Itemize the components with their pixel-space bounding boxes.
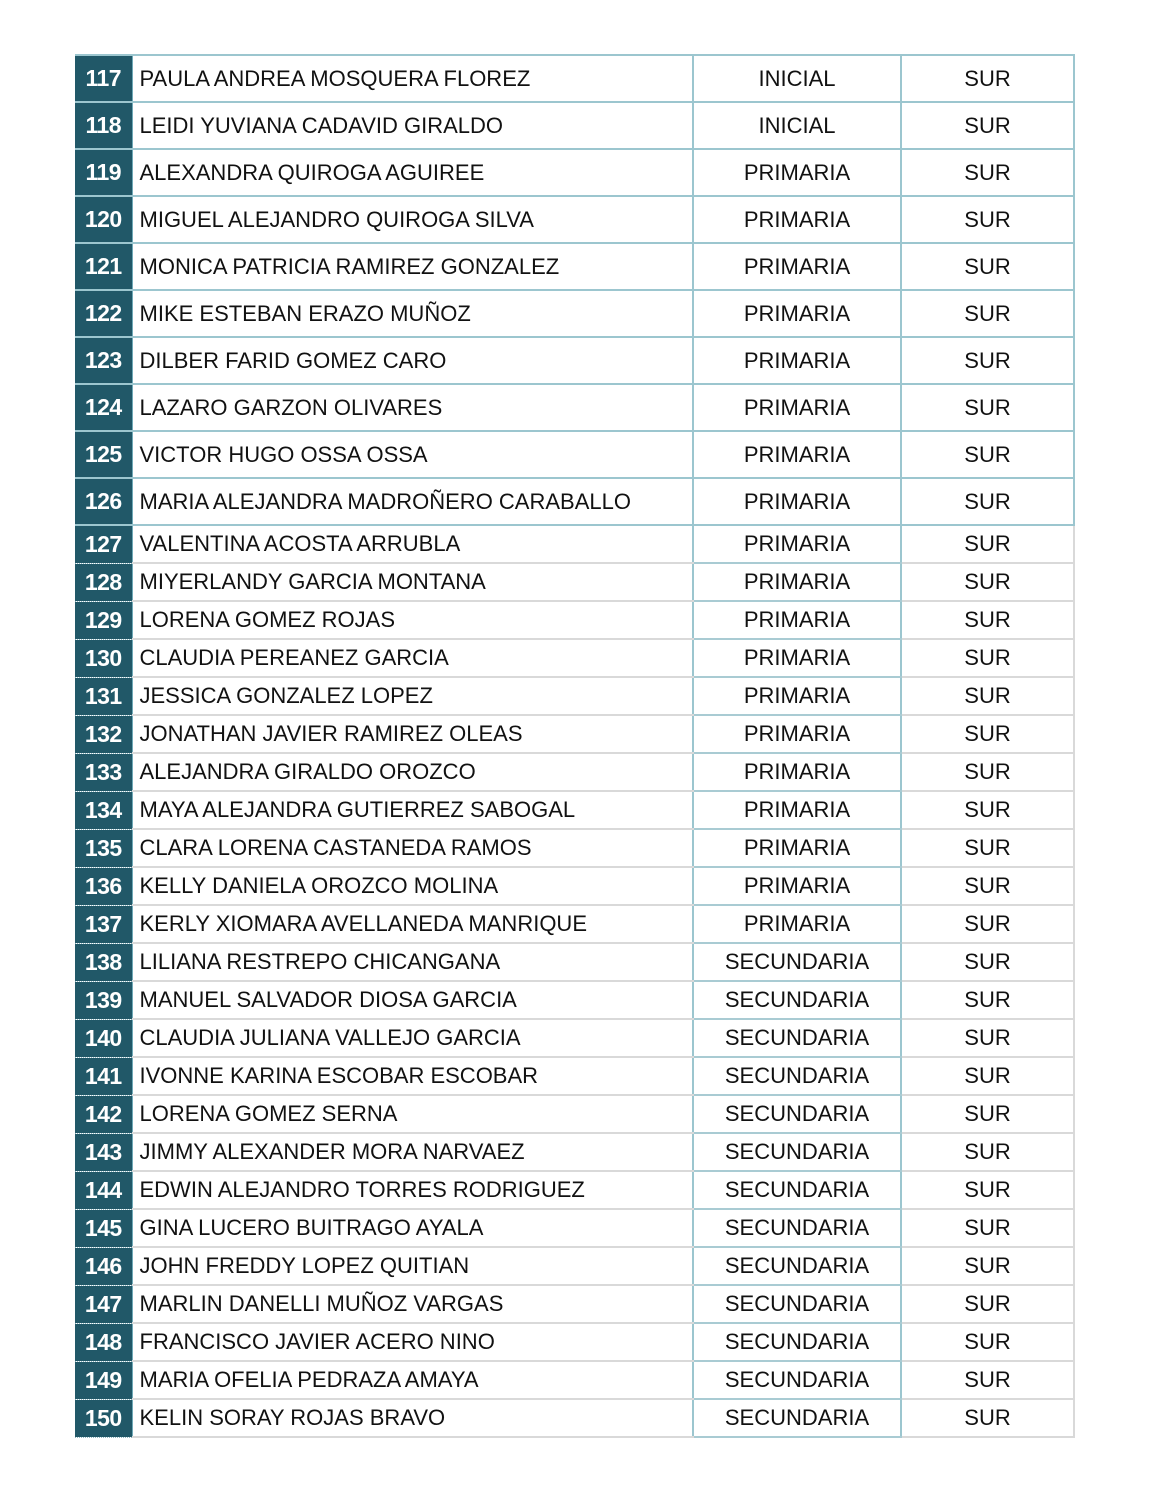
education-level: PRIMARIA <box>693 563 901 601</box>
education-level: SECUNDARIA <box>693 1323 901 1361</box>
table-row <box>75 1285 1074 1323</box>
education-level: INICIAL <box>693 55 901 102</box>
zone: SUR <box>901 1323 1074 1361</box>
row-number: 143 <box>75 1133 132 1171</box>
education-level: SECUNDARIA <box>693 1247 901 1285</box>
row-number: 140 <box>75 1019 132 1057</box>
row-number: 136 <box>75 867 132 905</box>
education-level: PRIMARIA <box>693 791 901 829</box>
zone: SUR <box>901 1171 1074 1209</box>
zone: SUR <box>901 1209 1074 1247</box>
zone: SUR <box>901 943 1074 981</box>
zone: SUR <box>901 753 1074 791</box>
zone: SUR <box>901 149 1074 196</box>
row-number: 132 <box>75 715 132 753</box>
row-number: 149 <box>75 1361 132 1399</box>
table-row <box>75 677 1074 715</box>
person-name: JONATHAN JAVIER RAMIREZ OLEAS <box>132 715 693 753</box>
table-row <box>75 829 1074 867</box>
zone: SUR <box>901 677 1074 715</box>
roster-table <box>75 54 1075 1438</box>
row-number: 131 <box>75 677 132 715</box>
table-row <box>75 55 1074 102</box>
row-number: 147 <box>75 1285 132 1323</box>
zone: SUR <box>901 563 1074 601</box>
education-level: SECUNDARIA <box>693 1171 901 1209</box>
education-level: SECUNDARIA <box>693 1095 901 1133</box>
row-number: 141 <box>75 1057 132 1095</box>
zone: SUR <box>901 829 1074 867</box>
table-row <box>75 1323 1074 1361</box>
education-level: PRIMARIA <box>693 196 901 243</box>
person-name: LAZARO GARZON OLIVARES <box>132 384 693 431</box>
table-row <box>75 1247 1074 1285</box>
education-level: SECUNDARIA <box>693 1133 901 1171</box>
table-row <box>75 243 1074 290</box>
row-number: 123 <box>75 337 132 384</box>
person-name: LEIDI YUVIANA CADAVID GIRALDO <box>132 102 693 149</box>
person-name: DILBER FARID GOMEZ CARO <box>132 337 693 384</box>
row-number: 144 <box>75 1171 132 1209</box>
row-number: 134 <box>75 791 132 829</box>
row-number: 138 <box>75 943 132 981</box>
row-number: 124 <box>75 384 132 431</box>
table-row <box>75 753 1074 791</box>
person-name: MARIA ALEJANDRA MADROÑERO CARABALLO <box>132 478 693 525</box>
roster-table-body <box>75 55 1074 1437</box>
table-row <box>75 196 1074 243</box>
row-number: 133 <box>75 753 132 791</box>
row-number: 142 <box>75 1095 132 1133</box>
zone: SUR <box>901 1399 1074 1437</box>
zone: SUR <box>901 1095 1074 1133</box>
person-name: IVONNE KARINA ESCOBAR ESCOBAR <box>132 1057 693 1095</box>
zone: SUR <box>901 525 1074 563</box>
table-row <box>75 601 1074 639</box>
person-name: FRANCISCO JAVIER ACERO NINO <box>132 1323 693 1361</box>
zone: SUR <box>901 791 1074 829</box>
row-number: 128 <box>75 563 132 601</box>
table-row <box>75 1095 1074 1133</box>
person-name: MARLIN DANELLI MUÑOZ VARGAS <box>132 1285 693 1323</box>
row-number: 148 <box>75 1323 132 1361</box>
person-name: ALEJANDRA GIRALDO OROZCO <box>132 753 693 791</box>
person-name: EDWIN ALEJANDRO TORRES RODRIGUEZ <box>132 1171 693 1209</box>
education-level: SECUNDARIA <box>693 1361 901 1399</box>
table-row <box>75 478 1074 525</box>
person-name: MANUEL SALVADOR DIOSA GARCIA <box>132 981 693 1019</box>
person-name: CLAUDIA PEREANEZ GARCIA <box>132 639 693 677</box>
zone: SUR <box>901 639 1074 677</box>
table-row <box>75 1057 1074 1095</box>
table-row <box>75 943 1074 981</box>
table-row <box>75 715 1074 753</box>
table-row <box>75 867 1074 905</box>
zone: SUR <box>901 1247 1074 1285</box>
education-level: PRIMARIA <box>693 715 901 753</box>
table-row <box>75 431 1074 478</box>
table-row <box>75 1019 1074 1057</box>
table-row <box>75 981 1074 1019</box>
zone: SUR <box>901 1133 1074 1171</box>
row-number: 126 <box>75 478 132 525</box>
education-level: SECUNDARIA <box>693 1019 901 1057</box>
row-number: 119 <box>75 149 132 196</box>
row-number: 130 <box>75 639 132 677</box>
person-name: MIYERLANDY GARCIA MONTANA <box>132 563 693 601</box>
education-level: PRIMARIA <box>693 525 901 563</box>
row-number: 137 <box>75 905 132 943</box>
table-row <box>75 905 1074 943</box>
education-level: SECUNDARIA <box>693 981 901 1019</box>
person-name: VICTOR HUGO OSSA OSSA <box>132 431 693 478</box>
row-number: 135 <box>75 829 132 867</box>
person-name: MIGUEL ALEJANDRO QUIROGA SILVA <box>132 196 693 243</box>
education-level: SECUNDARIA <box>693 1209 901 1247</box>
zone: SUR <box>901 337 1074 384</box>
zone: SUR <box>901 196 1074 243</box>
education-level: PRIMARIA <box>693 337 901 384</box>
person-name: KELIN SORAY ROJAS BRAVO <box>132 1399 693 1437</box>
education-level: PRIMARIA <box>693 905 901 943</box>
education-level: PRIMARIA <box>693 677 901 715</box>
person-name: JIMMY ALEXANDER MORA NARVAEZ <box>132 1133 693 1171</box>
table-row <box>75 384 1074 431</box>
education-level: PRIMARIA <box>693 639 901 677</box>
education-level: PRIMARIA <box>693 753 901 791</box>
roster-sheet <box>75 54 1074 1438</box>
row-number: 129 <box>75 601 132 639</box>
zone: SUR <box>901 55 1074 102</box>
education-level: PRIMARIA <box>693 601 901 639</box>
table-row <box>75 1171 1074 1209</box>
person-name: MAYA ALEJANDRA GUTIERREZ SABOGAL <box>132 791 693 829</box>
zone: SUR <box>901 715 1074 753</box>
zone: SUR <box>901 981 1074 1019</box>
zone: SUR <box>901 1361 1074 1399</box>
row-number: 122 <box>75 290 132 337</box>
row-number: 127 <box>75 525 132 563</box>
education-level: SECUNDARIA <box>693 943 901 981</box>
person-name: LILIANA RESTREPO CHICANGANA <box>132 943 693 981</box>
row-number: 121 <box>75 243 132 290</box>
zone: SUR <box>901 1057 1074 1095</box>
education-level: PRIMARIA <box>693 384 901 431</box>
table-row <box>75 1399 1074 1437</box>
table-row <box>75 525 1074 563</box>
person-name: LORENA GOMEZ ROJAS <box>132 601 693 639</box>
education-level: PRIMARIA <box>693 829 901 867</box>
education-level: PRIMARIA <box>693 149 901 196</box>
zone: SUR <box>901 243 1074 290</box>
row-number: 125 <box>75 431 132 478</box>
person-name: CLAUDIA JULIANA VALLEJO GARCIA <box>132 1019 693 1057</box>
person-name: KELLY DANIELA OROZCO MOLINA <box>132 867 693 905</box>
table-row <box>75 1133 1074 1171</box>
row-number: 150 <box>75 1399 132 1437</box>
education-level: SECUNDARIA <box>693 1057 901 1095</box>
education-level: PRIMARIA <box>693 431 901 478</box>
table-row <box>75 337 1074 384</box>
zone: SUR <box>901 384 1074 431</box>
zone: SUR <box>901 905 1074 943</box>
person-name: JESSICA GONZALEZ LOPEZ <box>132 677 693 715</box>
table-row <box>75 290 1074 337</box>
table-row <box>75 102 1074 149</box>
row-number: 118 <box>75 102 132 149</box>
zone: SUR <box>901 290 1074 337</box>
person-name: LORENA GOMEZ SERNA <box>132 1095 693 1133</box>
person-name: VALENTINA ACOSTA ARRUBLA <box>132 525 693 563</box>
zone: SUR <box>901 601 1074 639</box>
education-level: PRIMARIA <box>693 867 901 905</box>
table-row <box>75 563 1074 601</box>
zone: SUR <box>901 478 1074 525</box>
person-name: MONICA PATRICIA RAMIREZ GONZALEZ <box>132 243 693 290</box>
zone: SUR <box>901 1019 1074 1057</box>
person-name: MIKE ESTEBAN ERAZO MUÑOZ <box>132 290 693 337</box>
person-name: MARIA OFELIA PEDRAZA AMAYA <box>132 1361 693 1399</box>
person-name: JOHN FREDDY LOPEZ QUITIAN <box>132 1247 693 1285</box>
education-level: PRIMARIA <box>693 243 901 290</box>
education-level: INICIAL <box>693 102 901 149</box>
table-row <box>75 639 1074 677</box>
row-number: 120 <box>75 196 132 243</box>
row-number: 139 <box>75 981 132 1019</box>
education-level: SECUNDARIA <box>693 1285 901 1323</box>
education-level: PRIMARIA <box>693 290 901 337</box>
zone: SUR <box>901 867 1074 905</box>
person-name: CLARA LORENA CASTANEDA RAMOS <box>132 829 693 867</box>
row-number: 117 <box>75 55 132 102</box>
zone: SUR <box>901 1285 1074 1323</box>
table-row <box>75 1361 1074 1399</box>
person-name: GINA LUCERO BUITRAGO AYALA <box>132 1209 693 1247</box>
zone: SUR <box>901 102 1074 149</box>
education-level: PRIMARIA <box>693 478 901 525</box>
table-row <box>75 1209 1074 1247</box>
zone: SUR <box>901 431 1074 478</box>
row-number: 145 <box>75 1209 132 1247</box>
table-row <box>75 791 1074 829</box>
row-number: 146 <box>75 1247 132 1285</box>
table-row <box>75 149 1074 196</box>
person-name: ALEXANDRA QUIROGA AGUIREE <box>132 149 693 196</box>
person-name: KERLY XIOMARA AVELLANEDA MANRIQUE <box>132 905 693 943</box>
education-level: SECUNDARIA <box>693 1399 901 1437</box>
person-name: PAULA ANDREA MOSQUERA FLOREZ <box>132 55 693 102</box>
